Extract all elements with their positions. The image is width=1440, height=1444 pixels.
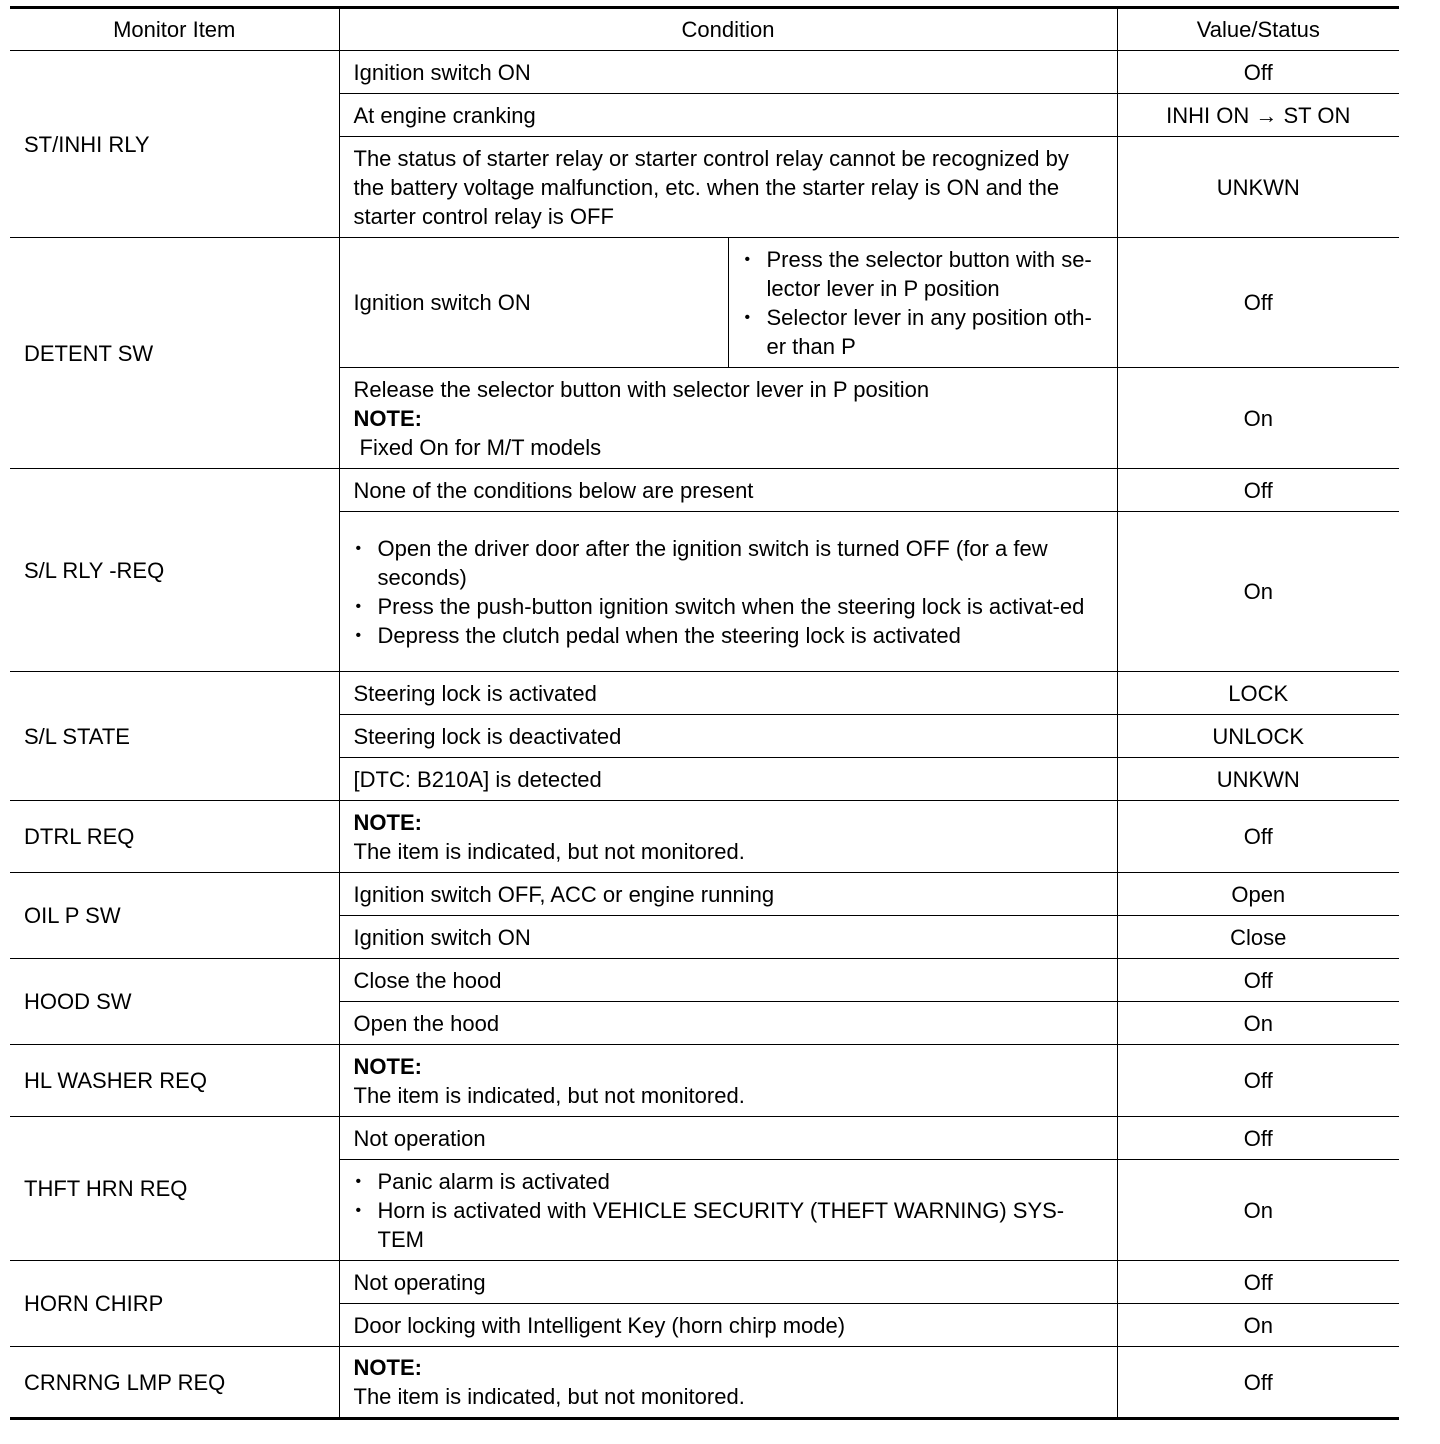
monitor-item: OIL P SW <box>10 873 339 959</box>
value-cell: Off <box>1117 1117 1399 1160</box>
condition-cell: Door locking with Intelligent Key (horn chirp mode) <box>339 1304 1117 1347</box>
note-text: The item is indicated, but not monitored. <box>353 1082 745 1108</box>
value-cell: LOCK <box>1117 672 1399 715</box>
condition-cell: At engine cranking <box>339 94 1117 137</box>
condition-cell <box>339 512 1117 672</box>
value-cell: On <box>1117 368 1399 469</box>
value-cell: UNLOCK <box>1117 715 1399 758</box>
table-row <box>10 238 1399 368</box>
condition-cell: Not operation <box>339 1117 1117 1160</box>
table-row <box>10 1347 1399 1419</box>
condition-cell: [DTC: B210A] is detected <box>339 758 1117 801</box>
note-text: Fixed On for M/T models <box>359 434 602 460</box>
header-row <box>10 8 1399 51</box>
bullet-item: • Selector lever in any position oth-er than P <box>743 303 1103 361</box>
bullet-item: • Panic alarm is activated <box>354 1167 1103 1196</box>
condition-cell: Ignition switch ON <box>339 238 728 368</box>
condition-cell: None of the conditions below are present <box>339 469 1117 512</box>
monitor-item: S/L STATE <box>10 672 339 801</box>
condition-cell: Not operating <box>339 1261 1117 1304</box>
note-label: NOTE: <box>353 1053 422 1079</box>
value-cell: On <box>1117 1304 1399 1347</box>
value-cell: Off <box>1117 51 1399 94</box>
table-row <box>10 1117 1399 1160</box>
value-cell: On <box>1117 512 1399 672</box>
table-row <box>10 1045 1399 1117</box>
value-cell: UNKWN <box>1117 758 1399 801</box>
monitor-item: ST/INHI RLY <box>10 51 339 238</box>
note-text: The item is indicated, but not monitored. <box>353 1384 745 1409</box>
value-cell: INHI ON → ST ON <box>1117 94 1399 137</box>
value-cell: Off <box>1117 238 1399 368</box>
note-label: NOTE: <box>353 1355 422 1380</box>
value-cell: Off <box>1117 801 1399 873</box>
table-row <box>10 1261 1399 1304</box>
condition-cell <box>339 1045 1117 1117</box>
monitor-item: HORN CHIRP <box>10 1261 339 1347</box>
bullet-item: • Press the selector button with se-lector lever in P position <box>743 245 1103 303</box>
table-row <box>10 469 1399 512</box>
condition-cell: Close the hood <box>339 959 1117 1002</box>
value-cell: Off <box>1117 959 1399 1002</box>
table-row <box>10 672 1399 715</box>
condition-cell: Steering lock is deactivated <box>339 715 1117 758</box>
condition-cell: Ignition switch ON <box>339 916 1117 959</box>
note-label: NOTE: <box>353 809 422 835</box>
table-row <box>10 873 1399 916</box>
monitor-item: THFT HRN REQ <box>10 1117 339 1261</box>
note-label: NOTE: <box>353 405 422 431</box>
note-text: The item is indicated, but not monitored. <box>353 838 745 864</box>
bullet-item: • Press the push-button ignition switch when the steering lock is activat-ed <box>354 592 1103 621</box>
monitor-item: S/L RLY -REQ <box>10 469 339 672</box>
bullet-item: • Open the driver door after the ignition switch is turned OFF (for a few seconds) <box>354 534 1103 592</box>
condition-text: Release the selector button with selector lever in P position <box>353 376 930 402</box>
bullet-item: • Depress the clutch pedal when the steering lock is activated <box>354 621 1103 650</box>
condition-cell <box>339 368 1117 469</box>
condition-cell: Ignition switch ON <box>339 51 1117 94</box>
monitor-item: DTRL REQ <box>10 801 339 873</box>
value-cell: Off <box>1117 1045 1399 1117</box>
value-cell: Open <box>1117 873 1399 916</box>
condition-cell: The status of starter relay or starter control relay cannot be recognized by the battery voltage malfunction, etc. when the starter relay is ON and the starter control relay is OFF <box>339 137 1117 238</box>
condition-cell: Steering lock is activated <box>339 672 1117 715</box>
monitor-table <box>10 6 1399 1420</box>
value-cell: UNKWN <box>1117 137 1399 238</box>
condition-cell: Ignition switch OFF, ACC or engine running <box>339 873 1117 916</box>
value-cell: On <box>1117 1002 1399 1045</box>
condition-cell <box>339 1160 1117 1261</box>
condition-cell <box>339 1347 1117 1419</box>
condition-cell <box>339 801 1117 873</box>
value-cell: Off <box>1117 1347 1399 1419</box>
header-condition: Condition <box>339 8 1117 51</box>
sub-condition-cell <box>728 238 1117 368</box>
condition-cell: Open the hood <box>339 1002 1117 1045</box>
table-row <box>10 959 1399 1002</box>
header-value-status: Value/Status <box>1117 8 1399 51</box>
monitor-item: HL WASHER REQ <box>10 1045 339 1117</box>
monitor-item: CRNRNG LMP REQ <box>10 1347 339 1419</box>
bullet-item: • Horn is activated with VEHICLE SECURITY (THEFT WARNING) SYS-TEM <box>354 1196 1103 1254</box>
table-row <box>10 51 1399 94</box>
value-cell: Off <box>1117 469 1399 512</box>
table-row <box>10 801 1399 873</box>
value-cell: Close <box>1117 916 1399 959</box>
header-monitor-item: Monitor Item <box>10 8 339 51</box>
value-cell: Off <box>1117 1261 1399 1304</box>
monitor-item: HOOD SW <box>10 959 339 1045</box>
value-cell: On <box>1117 1160 1399 1261</box>
monitor-item: DETENT SW <box>10 238 339 469</box>
